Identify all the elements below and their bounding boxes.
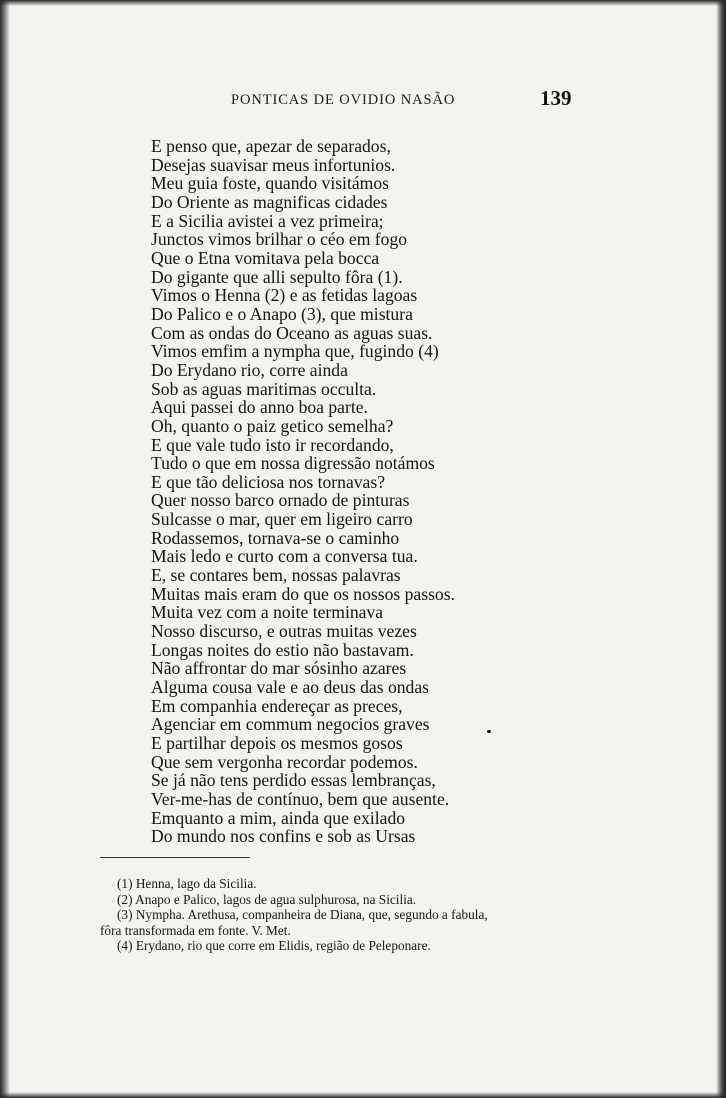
footnote: (3) Nympha. Arethusa, companheira de Diana, que, segundo a fabula, xyxy=(117,907,488,923)
verse-line: Oh, quanto o paiz getico semelha? xyxy=(151,415,394,436)
verse-line: Se já não tens perdido essas lembranças, xyxy=(151,770,436,791)
verse-line: E, se contares bem, nossas palavras xyxy=(151,565,401,586)
verse-line: E a Sicilia avistei a vez primeira; xyxy=(151,210,384,231)
verse-line: Sob as aguas maritimas occulta. xyxy=(151,378,377,399)
scan-border-bottom xyxy=(0,1092,726,1098)
verse-line: Quer nosso barco ornado de pinturas xyxy=(151,490,410,511)
verse-line: Meu guia foste, quando visitámos xyxy=(151,173,389,194)
verse-line: Tudo o que em nossa digressão notámos xyxy=(151,453,435,474)
verse-line: Do Erydano rio, corre ainda xyxy=(151,359,348,380)
verse-line: Vimos emfim a nympha que, fugindo (4) xyxy=(151,341,439,362)
footnote-divider xyxy=(100,857,250,858)
running-title: PONTICAS DE OVIDIO NASÃO xyxy=(231,92,456,108)
verse-line: Com as ondas do Oceano as aguas suas. xyxy=(151,322,433,343)
verse-line: Ver-me-has de contínuo, bem que ausente. xyxy=(151,788,450,809)
verse-line: Longas noites do estio não bastavam. xyxy=(151,639,414,660)
verse-line: Do Oriente as magnificas cidades xyxy=(151,191,388,212)
footnotes xyxy=(100,876,590,954)
verse-line: Emquanto a mim, ainda que exilado xyxy=(151,807,406,828)
verse-line: Do mundo nos confins e sob as Ursas xyxy=(151,826,416,847)
verse-line: Muita vez com a noite terminava xyxy=(151,602,384,623)
verse-line: Do Palico e o Anapo (3), que mistura xyxy=(151,303,413,324)
verse-line: Do gigante que alli sepulto fôra (1). xyxy=(151,266,403,287)
verse-line: Alguma cousa vale e ao deus das ondas xyxy=(151,677,429,698)
poem-verse xyxy=(151,137,455,846)
verse-line: Desejas suavisar meus infortunios. xyxy=(151,154,396,175)
footnote: (2) Anapo e Palico, lagos de agua sulphurosa, na Sicilia. xyxy=(117,891,417,907)
footnote: (1) Henna, lago da Sicilia. xyxy=(117,876,257,891)
footnote-continuation: fôra transformada em fonte. V. Met. xyxy=(100,922,291,938)
scan-border-top xyxy=(0,0,726,6)
verse-line: Nosso discurso, e outras muitas vezes xyxy=(151,621,417,642)
verse-line: Rodassemos, tornava-se o caminho xyxy=(151,527,400,548)
verse-line: Que o Etna vomitava pela bocca xyxy=(151,247,380,268)
verse-line: Mais ledo e curto com a conversa tua. xyxy=(151,546,418,567)
verse-line: E partilhar depois os mesmos gosos xyxy=(151,733,403,753)
scan-border-right xyxy=(716,0,726,1098)
verse-line: Em companhia endereçar as preces, xyxy=(151,695,403,716)
verse-line: E que vale tudo isto ir recordando, xyxy=(151,434,394,455)
verse-line: Agenciar em commum negocios graves xyxy=(151,714,430,735)
verse-line: E que tão deliciosa nos tornavas? xyxy=(151,471,386,492)
verse-line: Sulcasse o mar, quer em ligeiro carro xyxy=(151,509,413,530)
footnote: (4) Erydano, rio que corre em Elidis, região de Peleponare. xyxy=(117,938,431,954)
verse-line: E penso que, apezar de separados, xyxy=(151,136,391,156)
verse-line: Que sem vergonha recordar podemos. xyxy=(151,751,418,772)
verse-line: Não affrontar do mar sósinho azares xyxy=(151,658,407,679)
verse-line: Aqui passei do anno boa parte. xyxy=(151,397,368,418)
verse-line: Vimos o Henna (2) e as fetidas lagoas xyxy=(151,285,418,306)
page-number: 139 xyxy=(540,86,572,110)
scan-border-left xyxy=(0,0,10,1098)
verse-line: Muitas mais eram do que os nossos passos. xyxy=(151,583,455,604)
verse-line: Junctos vimos brilhar o céo em fogo xyxy=(151,229,408,250)
ink-speck xyxy=(487,730,491,733)
